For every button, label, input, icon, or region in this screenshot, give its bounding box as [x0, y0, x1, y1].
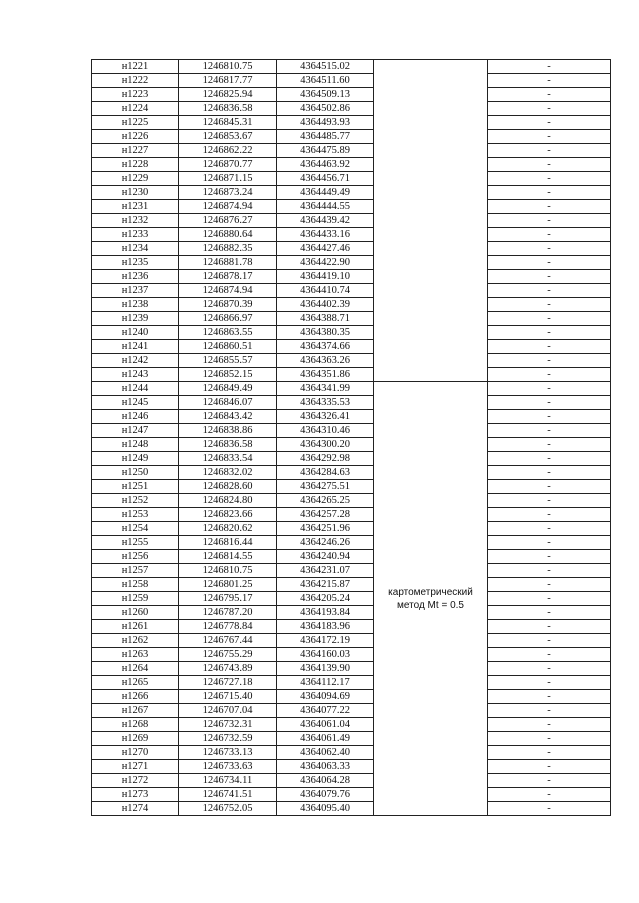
- note-cell: -: [488, 116, 611, 130]
- x-coordinate-cell: 1246874.94: [179, 200, 277, 214]
- note-cell: -: [488, 368, 611, 382]
- y-coordinate-cell: 4364374.66: [277, 340, 374, 354]
- point-id-cell: н1227: [92, 144, 179, 158]
- table-row: [92, 116, 611, 130]
- table-row: [92, 578, 611, 592]
- table-row: [92, 508, 611, 522]
- table-row: [92, 522, 611, 536]
- table-row: [92, 340, 611, 354]
- note-cell: -: [488, 270, 611, 284]
- point-id-cell: н1249: [92, 452, 179, 466]
- table-row: [92, 718, 611, 732]
- x-coordinate-cell: 1246882.35: [179, 242, 277, 256]
- table-row: [92, 74, 611, 88]
- y-coordinate-cell: 4364439.42: [277, 214, 374, 228]
- note-cell: -: [488, 634, 611, 648]
- x-coordinate-cell: 1246855.57: [179, 354, 277, 368]
- y-coordinate-cell: 4364240.94: [277, 550, 374, 564]
- note-cell: -: [488, 130, 611, 144]
- y-coordinate-cell: 4364388.71: [277, 312, 374, 326]
- note-cell: -: [488, 508, 611, 522]
- x-coordinate-cell: 1246833.54: [179, 452, 277, 466]
- point-id-cell: н1240: [92, 326, 179, 340]
- point-id-cell: н1225: [92, 116, 179, 130]
- table-row: [92, 368, 611, 382]
- table-row: [92, 410, 611, 424]
- x-coordinate-cell: 1246849.49: [179, 382, 277, 396]
- x-coordinate-cell: 1246863.55: [179, 326, 277, 340]
- x-coordinate-cell: 1246741.51: [179, 788, 277, 802]
- method-cell: [374, 60, 488, 382]
- y-coordinate-cell: 4364363.26: [277, 354, 374, 368]
- note-cell: -: [488, 60, 611, 74]
- table-row: [92, 788, 611, 802]
- y-coordinate-cell: 4364284.63: [277, 466, 374, 480]
- point-id-cell: н1229: [92, 172, 179, 186]
- note-cell: -: [488, 690, 611, 704]
- x-coordinate-cell: 1246874.94: [179, 284, 277, 298]
- x-coordinate-cell: 1246836.58: [179, 438, 277, 452]
- note-cell: -: [488, 354, 611, 368]
- note-cell: -: [488, 214, 611, 228]
- table-row: [92, 564, 611, 578]
- table-row: [92, 480, 611, 494]
- y-coordinate-cell: 4364062.40: [277, 746, 374, 760]
- y-coordinate-cell: 4364475.89: [277, 144, 374, 158]
- table-row: [92, 214, 611, 228]
- table-row: [92, 536, 611, 550]
- note-cell: -: [488, 242, 611, 256]
- y-coordinate-cell: 4364422.90: [277, 256, 374, 270]
- point-id-cell: н1232: [92, 214, 179, 228]
- point-id-cell: н1267: [92, 704, 179, 718]
- x-coordinate-cell: 1246715.40: [179, 690, 277, 704]
- point-id-cell: н1230: [92, 186, 179, 200]
- note-cell: -: [488, 704, 611, 718]
- point-id-cell: н1252: [92, 494, 179, 508]
- x-coordinate-cell: 1246838.86: [179, 424, 277, 438]
- x-coordinate-cell: 1246846.07: [179, 396, 277, 410]
- x-coordinate-cell: 1246820.62: [179, 522, 277, 536]
- x-coordinate-cell: 1246755.29: [179, 648, 277, 662]
- y-coordinate-cell: 4364251.96: [277, 522, 374, 536]
- x-coordinate-cell: 1246734.11: [179, 774, 277, 788]
- y-coordinate-cell: 4364310.46: [277, 424, 374, 438]
- point-id-cell: н1238: [92, 298, 179, 312]
- note-cell: -: [488, 172, 611, 186]
- y-coordinate-cell: 4364205.24: [277, 592, 374, 606]
- table-row: [92, 676, 611, 690]
- note-cell: -: [488, 732, 611, 746]
- note-cell: -: [488, 452, 611, 466]
- x-coordinate-cell: 1246743.89: [179, 662, 277, 676]
- x-coordinate-cell: 1246845.31: [179, 116, 277, 130]
- table-row: [92, 774, 611, 788]
- x-coordinate-cell: 1246828.60: [179, 480, 277, 494]
- point-id-cell: н1262: [92, 634, 179, 648]
- point-id-cell: н1272: [92, 774, 179, 788]
- y-coordinate-cell: 4364246.26: [277, 536, 374, 550]
- note-cell: -: [488, 158, 611, 172]
- table-row: [92, 326, 611, 340]
- table-row: [92, 60, 611, 74]
- point-id-cell: н1221: [92, 60, 179, 74]
- table-row: [92, 270, 611, 284]
- x-coordinate-cell: 1246732.31: [179, 718, 277, 732]
- table-row: [92, 102, 611, 116]
- note-cell: -: [488, 312, 611, 326]
- note-cell: -: [488, 746, 611, 760]
- note-cell: -: [488, 522, 611, 536]
- x-coordinate-cell: 1246880.64: [179, 228, 277, 242]
- note-cell: -: [488, 284, 611, 298]
- note-cell: -: [488, 676, 611, 690]
- point-id-cell: н1224: [92, 102, 179, 116]
- table-row: [92, 648, 611, 662]
- x-coordinate-cell: 1246824.80: [179, 494, 277, 508]
- y-coordinate-cell: 4364444.55: [277, 200, 374, 214]
- note-cell: -: [488, 466, 611, 480]
- y-coordinate-cell: 4364231.07: [277, 564, 374, 578]
- note-cell: -: [488, 662, 611, 676]
- point-id-cell: н1245: [92, 396, 179, 410]
- x-coordinate-cell: 1246860.51: [179, 340, 277, 354]
- table-row: [92, 172, 611, 186]
- point-id-cell: н1271: [92, 760, 179, 774]
- y-coordinate-cell: 4364419.10: [277, 270, 374, 284]
- table-row: [92, 802, 611, 816]
- point-id-cell: н1255: [92, 536, 179, 550]
- table-row: [92, 438, 611, 452]
- point-id-cell: н1259: [92, 592, 179, 606]
- point-id-cell: н1250: [92, 466, 179, 480]
- note-cell: -: [488, 326, 611, 340]
- note-cell: -: [488, 424, 611, 438]
- y-coordinate-cell: 4364257.28: [277, 508, 374, 522]
- note-cell: -: [488, 578, 611, 592]
- note-cell: -: [488, 774, 611, 788]
- x-coordinate-cell: 1246866.97: [179, 312, 277, 326]
- y-coordinate-cell: 4364064.28: [277, 774, 374, 788]
- x-coordinate-cell: 1246810.75: [179, 564, 277, 578]
- x-coordinate-cell: 1246853.67: [179, 130, 277, 144]
- y-coordinate-cell: 4364063.33: [277, 760, 374, 774]
- note-cell: -: [488, 256, 611, 270]
- note-cell: -: [488, 564, 611, 578]
- x-coordinate-cell: 1246810.75: [179, 60, 277, 74]
- x-coordinate-cell: 1246707.04: [179, 704, 277, 718]
- y-coordinate-cell: 4364341.99: [277, 382, 374, 396]
- table-row: [92, 382, 611, 396]
- note-cell: -: [488, 186, 611, 200]
- x-coordinate-cell: 1246832.02: [179, 466, 277, 480]
- point-id-cell: н1258: [92, 578, 179, 592]
- point-id-cell: н1254: [92, 522, 179, 536]
- point-id-cell: н1260: [92, 606, 179, 620]
- x-coordinate-cell: 1246836.58: [179, 102, 277, 116]
- point-id-cell: н1273: [92, 788, 179, 802]
- note-cell: -: [488, 382, 611, 396]
- x-coordinate-cell: 1246752.05: [179, 802, 277, 816]
- table-row: [92, 298, 611, 312]
- x-coordinate-cell: 1246801.25: [179, 578, 277, 592]
- x-coordinate-cell: 1246727.18: [179, 676, 277, 690]
- y-coordinate-cell: 4364351.86: [277, 368, 374, 382]
- note-cell: -: [488, 340, 611, 354]
- point-id-cell: н1256: [92, 550, 179, 564]
- note-cell: -: [488, 550, 611, 564]
- point-id-cell: н1269: [92, 732, 179, 746]
- point-id-cell: н1234: [92, 242, 179, 256]
- point-id-cell: н1274: [92, 802, 179, 816]
- y-coordinate-cell: 4364456.71: [277, 172, 374, 186]
- y-coordinate-cell: 4364326.41: [277, 410, 374, 424]
- note-cell: -: [488, 760, 611, 774]
- table-row: [92, 466, 611, 480]
- point-id-cell: н1241: [92, 340, 179, 354]
- table-row: [92, 354, 611, 368]
- note-cell: -: [488, 200, 611, 214]
- x-coordinate-cell: 1246787.20: [179, 606, 277, 620]
- note-cell: -: [488, 648, 611, 662]
- x-coordinate-cell: 1246873.24: [179, 186, 277, 200]
- point-id-cell: н1228: [92, 158, 179, 172]
- note-cell: -: [488, 788, 611, 802]
- table-row: [92, 620, 611, 634]
- note-cell: -: [488, 606, 611, 620]
- point-id-cell: н1248: [92, 438, 179, 452]
- y-coordinate-cell: 4364511.60: [277, 74, 374, 88]
- x-coordinate-cell: 1246817.77: [179, 74, 277, 88]
- point-id-cell: н1268: [92, 718, 179, 732]
- y-coordinate-cell: 4364094.69: [277, 690, 374, 704]
- y-coordinate-cell: 4364079.76: [277, 788, 374, 802]
- table-row: [92, 662, 611, 676]
- point-id-cell: н1261: [92, 620, 179, 634]
- y-coordinate-cell: 4364449.49: [277, 186, 374, 200]
- y-coordinate-cell: 4364265.25: [277, 494, 374, 508]
- note-cell: -: [488, 88, 611, 102]
- table-row: [92, 284, 611, 298]
- x-coordinate-cell: 1246870.39: [179, 298, 277, 312]
- note-cell: -: [488, 620, 611, 634]
- table-row: [92, 130, 611, 144]
- x-coordinate-cell: 1246767.44: [179, 634, 277, 648]
- y-coordinate-cell: 4364485.77: [277, 130, 374, 144]
- y-coordinate-cell: 4364172.19: [277, 634, 374, 648]
- y-coordinate-cell: 4364183.96: [277, 620, 374, 634]
- y-coordinate-cell: 4364300.20: [277, 438, 374, 452]
- table-row: [92, 494, 611, 508]
- y-coordinate-cell: 4364410.74: [277, 284, 374, 298]
- note-cell: -: [488, 802, 611, 816]
- table-row: [92, 690, 611, 704]
- x-coordinate-cell: 1246732.59: [179, 732, 277, 746]
- table-row: [92, 634, 611, 648]
- y-coordinate-cell: 4364427.46: [277, 242, 374, 256]
- x-coordinate-cell: 1246733.13: [179, 746, 277, 760]
- point-id-cell: н1247: [92, 424, 179, 438]
- x-coordinate-cell: 1246795.17: [179, 592, 277, 606]
- y-coordinate-cell: 4364493.93: [277, 116, 374, 130]
- y-coordinate-cell: 4364433.16: [277, 228, 374, 242]
- point-id-cell: н1239: [92, 312, 179, 326]
- point-id-cell: н1222: [92, 74, 179, 88]
- point-id-cell: н1236: [92, 270, 179, 284]
- coordinates-table: [91, 59, 611, 816]
- table-row: [92, 200, 611, 214]
- table-row: [92, 760, 611, 774]
- note-cell: -: [488, 438, 611, 452]
- table-row: [92, 186, 611, 200]
- x-coordinate-cell: 1246733.63: [179, 760, 277, 774]
- note-cell: -: [488, 74, 611, 88]
- x-coordinate-cell: 1246852.15: [179, 368, 277, 382]
- point-id-cell: н1226: [92, 130, 179, 144]
- y-coordinate-cell: 4364509.13: [277, 88, 374, 102]
- y-coordinate-cell: 4364061.49: [277, 732, 374, 746]
- table-row: [92, 732, 611, 746]
- table-row: [92, 550, 611, 564]
- table-row: [92, 144, 611, 158]
- y-coordinate-cell: 4364061.04: [277, 718, 374, 732]
- y-coordinate-cell: 4364402.39: [277, 298, 374, 312]
- note-cell: -: [488, 396, 611, 410]
- x-coordinate-cell: 1246825.94: [179, 88, 277, 102]
- x-coordinate-cell: 1246871.15: [179, 172, 277, 186]
- coordinates-table-body: [92, 60, 611, 816]
- y-coordinate-cell: 4364160.03: [277, 648, 374, 662]
- note-cell: -: [488, 718, 611, 732]
- y-coordinate-cell: 4364292.98: [277, 452, 374, 466]
- table-row: [92, 228, 611, 242]
- note-cell: -: [488, 144, 611, 158]
- method-cell: картометрический метод Mt = 0.5: [374, 382, 488, 816]
- note-cell: -: [488, 592, 611, 606]
- table-row: [92, 242, 611, 256]
- table-row: [92, 704, 611, 718]
- point-id-cell: н1270: [92, 746, 179, 760]
- point-id-cell: н1235: [92, 256, 179, 270]
- note-cell: -: [488, 494, 611, 508]
- y-coordinate-cell: 4364215.87: [277, 578, 374, 592]
- point-id-cell: н1243: [92, 368, 179, 382]
- point-id-cell: н1265: [92, 676, 179, 690]
- x-coordinate-cell: 1246843.42: [179, 410, 277, 424]
- table-row: [92, 592, 611, 606]
- note-cell: -: [488, 480, 611, 494]
- table-row: [92, 746, 611, 760]
- point-id-cell: н1233: [92, 228, 179, 242]
- y-coordinate-cell: 4364515.02: [277, 60, 374, 74]
- point-id-cell: н1231: [92, 200, 179, 214]
- x-coordinate-cell: 1246881.78: [179, 256, 277, 270]
- point-id-cell: н1253: [92, 508, 179, 522]
- y-coordinate-cell: 4364380.35: [277, 326, 374, 340]
- y-coordinate-cell: 4364095.40: [277, 802, 374, 816]
- y-coordinate-cell: 4364139.90: [277, 662, 374, 676]
- point-id-cell: н1244: [92, 382, 179, 396]
- point-id-cell: н1257: [92, 564, 179, 578]
- y-coordinate-cell: 4364112.17: [277, 676, 374, 690]
- point-id-cell: н1223: [92, 88, 179, 102]
- point-id-cell: н1251: [92, 480, 179, 494]
- x-coordinate-cell: 1246876.27: [179, 214, 277, 228]
- x-coordinate-cell: 1246870.77: [179, 158, 277, 172]
- table-row: [92, 606, 611, 620]
- table-row: [92, 396, 611, 410]
- x-coordinate-cell: 1246814.55: [179, 550, 277, 564]
- y-coordinate-cell: 4364463.92: [277, 158, 374, 172]
- table-row: [92, 158, 611, 172]
- point-id-cell: н1263: [92, 648, 179, 662]
- note-cell: -: [488, 228, 611, 242]
- y-coordinate-cell: 4364077.22: [277, 704, 374, 718]
- y-coordinate-cell: 4364193.84: [277, 606, 374, 620]
- table-row: [92, 312, 611, 326]
- point-id-cell: н1237: [92, 284, 179, 298]
- table-row: [92, 256, 611, 270]
- x-coordinate-cell: 1246862.22: [179, 144, 277, 158]
- x-coordinate-cell: 1246816.44: [179, 536, 277, 550]
- table-row: [92, 424, 611, 438]
- note-cell: -: [488, 536, 611, 550]
- point-id-cell: н1264: [92, 662, 179, 676]
- y-coordinate-cell: 4364335.53: [277, 396, 374, 410]
- point-id-cell: н1246: [92, 410, 179, 424]
- note-cell: -: [488, 298, 611, 312]
- x-coordinate-cell: 1246823.66: [179, 508, 277, 522]
- note-cell: -: [488, 410, 611, 424]
- y-coordinate-cell: 4364275.51: [277, 480, 374, 494]
- x-coordinate-cell: 1246778.84: [179, 620, 277, 634]
- table-row: [92, 452, 611, 466]
- table-row: [92, 88, 611, 102]
- point-id-cell: н1242: [92, 354, 179, 368]
- x-coordinate-cell: 1246878.17: [179, 270, 277, 284]
- point-id-cell: н1266: [92, 690, 179, 704]
- y-coordinate-cell: 4364502.86: [277, 102, 374, 116]
- note-cell: -: [488, 102, 611, 116]
